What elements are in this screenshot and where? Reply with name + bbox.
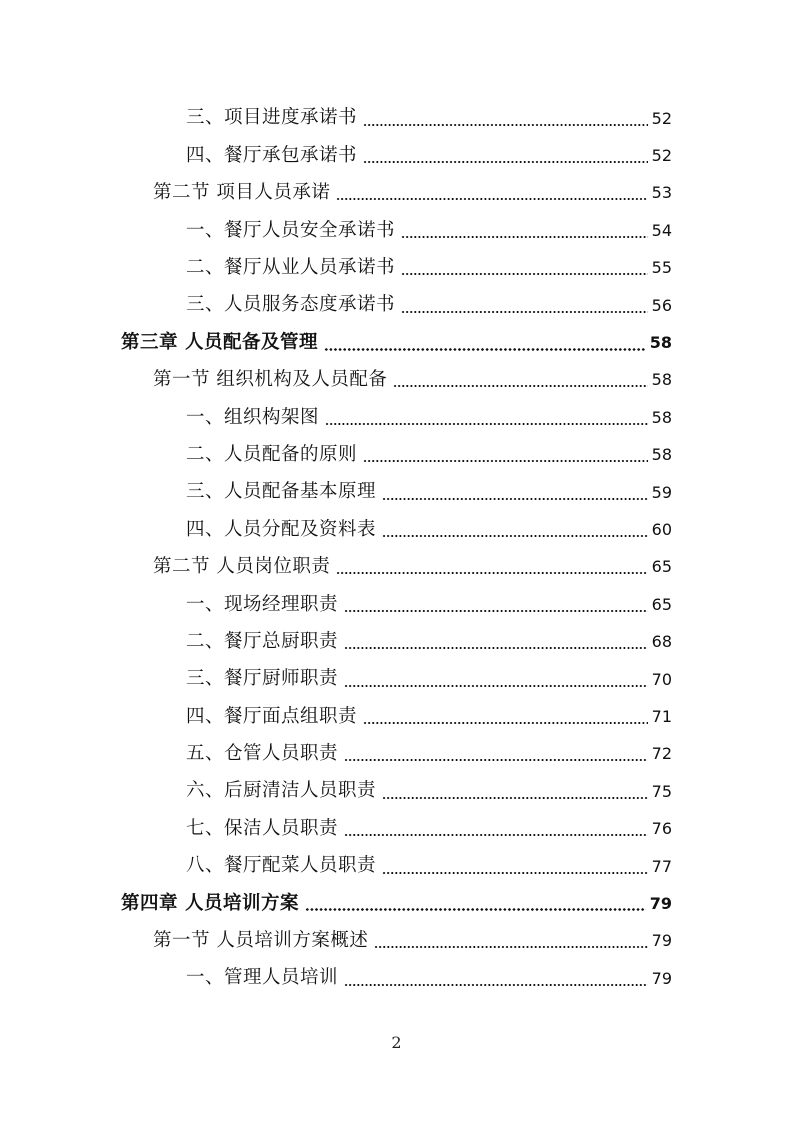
toc-entry-page: 72 xyxy=(651,744,672,764)
toc-entry-title: 二、餐厅从业人员承诺书 xyxy=(186,257,396,278)
toc-entry-title: 四、餐厅承包承诺书 xyxy=(186,144,358,166)
toc-entry[interactable] xyxy=(186,100,672,137)
toc-entry-page: 58 xyxy=(651,445,672,465)
dot-leader xyxy=(363,124,648,126)
toc-entry-page: 79 xyxy=(649,893,672,913)
dot-leader xyxy=(363,161,648,163)
toc-chapter-entry[interactable] xyxy=(121,324,672,361)
toc-entry-title: 三、项目进度承诺书 xyxy=(186,107,358,129)
dot-leader xyxy=(382,498,648,500)
dot-leader xyxy=(344,834,648,836)
toc-entry[interactable] xyxy=(186,960,672,997)
toc-entry-title: 三、餐厅厨师职责 xyxy=(186,668,339,690)
dot-leader xyxy=(401,236,648,238)
dot-leader xyxy=(382,535,648,537)
toc-entry-title: 二、餐厅总厨职责 xyxy=(186,630,339,652)
toc-entry-page: 70 xyxy=(651,669,672,689)
toc-entry-title: 一、现场经理职责 xyxy=(186,593,339,615)
dot-leader xyxy=(336,572,647,574)
toc-entry-page: 54 xyxy=(651,220,672,240)
toc-entry-title: 三、人员服务态度承诺书 xyxy=(186,294,396,316)
toc-entry-page: 75 xyxy=(651,781,672,801)
toc-entry[interactable] xyxy=(186,698,672,735)
dot-leader xyxy=(382,872,648,874)
dot-leader xyxy=(344,610,648,612)
toc-entry[interactable] xyxy=(153,923,672,960)
toc-entry-page: 68 xyxy=(651,632,672,652)
page-number: 2 xyxy=(391,1033,402,1052)
toc-entry-title: 第二节 项目人员承诺 xyxy=(153,182,331,204)
toc-entry-title: 三、人员配备基本原理 xyxy=(186,481,377,503)
dot-leader xyxy=(344,984,648,986)
dot-leader xyxy=(305,908,646,911)
dot-leader xyxy=(393,385,647,387)
toc-entry[interactable] xyxy=(153,362,672,399)
dot-leader xyxy=(324,348,646,351)
dot-leader xyxy=(344,647,648,649)
toc-entry-page: 52 xyxy=(651,146,672,166)
toc-entry[interactable] xyxy=(186,661,672,698)
toc-entry-page: 71 xyxy=(651,706,672,726)
dot-leader xyxy=(401,311,648,313)
toc-entry-page: 58 xyxy=(651,407,672,427)
dot-leader xyxy=(382,797,648,799)
toc-entry-title: 第一节 人员培训方案概述 xyxy=(153,930,369,952)
toc-entry[interactable] xyxy=(153,549,672,586)
dot-leader xyxy=(336,198,647,200)
toc-entry-title: 第一节 组织机构及人员配备 xyxy=(153,369,388,391)
toc-entry[interactable] xyxy=(186,810,672,847)
toc-entry-page: 58 xyxy=(649,333,672,353)
toc-entry-page: 77 xyxy=(651,856,672,876)
toc-entry-title: 第二节 人员岗位职责 xyxy=(153,556,331,578)
toc-entry-title: 七、保洁人员职责 xyxy=(186,817,339,839)
toc-entry[interactable] xyxy=(186,773,672,810)
toc-entry-title: 一、餐厅人员安全承诺书 xyxy=(186,219,396,241)
toc-entry-title: 四、人员分配及资料表 xyxy=(186,518,377,540)
toc-entry-title: 第四章 人员培训方案 xyxy=(121,892,299,914)
dot-leader xyxy=(374,946,647,948)
toc-entry-page: 56 xyxy=(651,295,672,315)
toc-entry-page: 53 xyxy=(651,183,672,203)
toc-entry[interactable] xyxy=(186,586,672,623)
toc-entry-title: 一、组织构架图 xyxy=(186,406,320,428)
toc-entry-page: 65 xyxy=(651,557,672,577)
toc-entry-page: 52 xyxy=(651,108,672,128)
dot-leader xyxy=(363,722,648,724)
toc-entry[interactable] xyxy=(186,212,672,249)
toc-entry[interactable] xyxy=(186,287,672,324)
toc-entry[interactable] xyxy=(186,250,672,287)
toc-entry[interactable] xyxy=(186,137,672,174)
toc-entry[interactable] xyxy=(186,437,672,474)
toc-entry-page: 59 xyxy=(651,482,672,502)
toc-entry-title: 四、餐厅面点组职责 xyxy=(186,705,358,727)
toc-entry-page: 76 xyxy=(651,819,672,839)
toc-chapter-entry[interactable] xyxy=(121,885,672,922)
toc-entry-title: 一、管理人员培训 xyxy=(186,967,339,989)
dot-leader xyxy=(363,460,648,462)
dot-leader xyxy=(344,685,648,687)
toc-entry-page: 65 xyxy=(651,594,672,614)
toc-entry[interactable] xyxy=(153,175,672,212)
toc-entry-page: 79 xyxy=(651,968,672,988)
toc-entry[interactable] xyxy=(186,474,672,511)
toc-entry[interactable] xyxy=(186,623,672,660)
toc-entry[interactable] xyxy=(186,848,672,885)
toc-entry[interactable] xyxy=(186,399,672,436)
dot-leader xyxy=(401,273,648,275)
toc-entry-page: 58 xyxy=(651,370,672,390)
dot-leader xyxy=(344,759,648,761)
toc-entry-page: 55 xyxy=(651,258,672,278)
toc-entry-title: 二、人员配备的原则 xyxy=(186,443,358,465)
toc-entry-title: 八、餐厅配菜人员职责 xyxy=(186,855,377,877)
toc-entry-title: 六、后厨清洁人员职责 xyxy=(186,780,377,802)
table-of-contents xyxy=(0,100,793,997)
toc-entry-title: 第三章 人员配备及管理 xyxy=(121,331,318,353)
dot-leader xyxy=(325,423,648,425)
toc-entry-page: 79 xyxy=(651,931,672,951)
toc-entry[interactable] xyxy=(186,511,672,548)
toc-entry-title: 五、仓管人员职责 xyxy=(186,743,339,765)
toc-entry-page: 60 xyxy=(651,519,672,539)
toc-entry[interactable] xyxy=(186,736,672,773)
